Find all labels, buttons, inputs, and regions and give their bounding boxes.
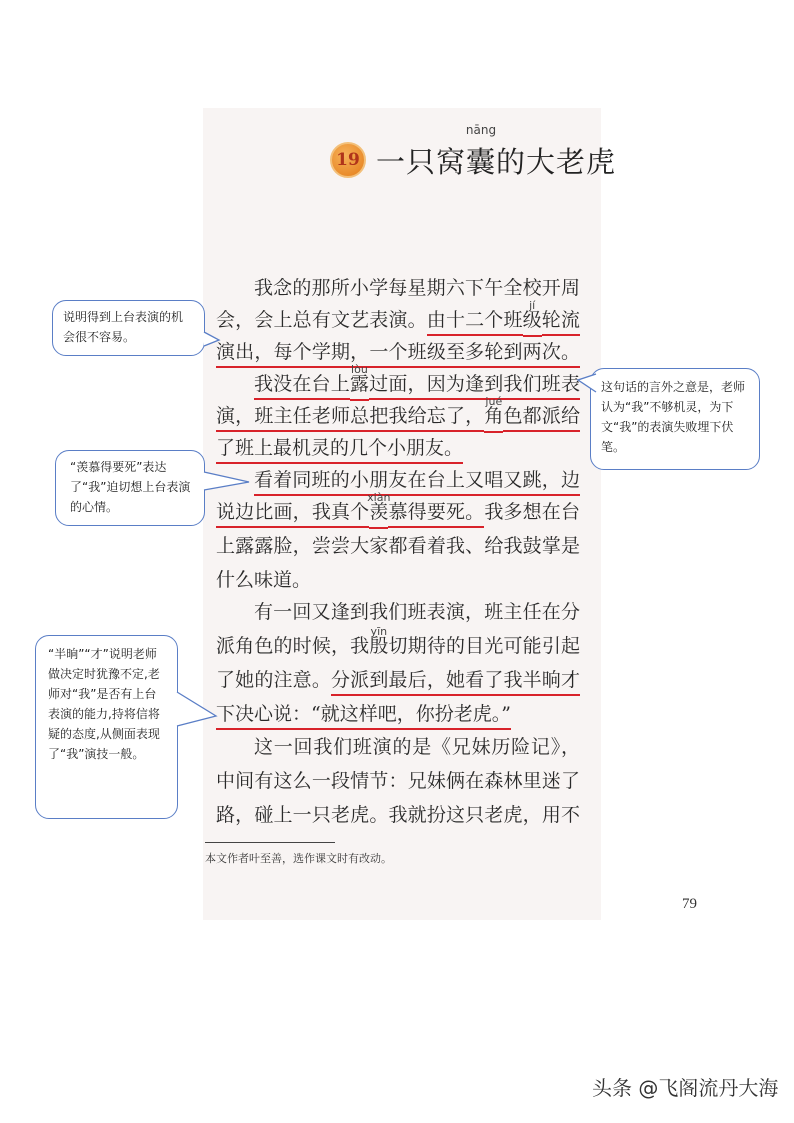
underlined-text: 轮流 bbox=[542, 309, 580, 336]
text-line bbox=[216, 625, 580, 658]
annotation-text: “半晌”“才”说明老师做决定时犹豫不定,老师对“我”是否有上台表演的能力,持将信将疑的态度,从侧面表现了“我”演技一般。 bbox=[48, 647, 160, 761]
underlined-text: 演，班主任老师总把我给忘了， bbox=[216, 405, 484, 432]
text-line bbox=[216, 534, 580, 558]
pinyin: lòu bbox=[351, 363, 368, 376]
ruby-char bbox=[484, 395, 504, 433]
pinyin: nāng bbox=[465, 122, 497, 137]
lesson-header bbox=[330, 122, 617, 182]
underlined-text: 说边比画，我真个 bbox=[216, 501, 369, 528]
annotation-text: 这句话的言外之意是，老师认为“我”不够机灵，为下文“我”的表演失败埋下伏笔。 bbox=[601, 380, 746, 454]
callout-pointer bbox=[575, 372, 597, 398]
text-segment: 这一回我们班演的是《兄妹历险记》， bbox=[254, 736, 580, 758]
text-segment: 上露露脸，尝尝大家都看着我、给我鼓掌是 bbox=[216, 535, 580, 557]
annotation-callout-1 bbox=[52, 300, 205, 356]
callout-pointer bbox=[176, 690, 218, 730]
underlined-text: 演出，每个学期，一个班级至多轮到两次。 bbox=[216, 341, 580, 368]
underlined-text: 看着同班的小朋友在台上又唱又跳，边 bbox=[254, 469, 580, 496]
text-segment: 有一回又逢到我们班表演，班主任在分 bbox=[254, 601, 580, 623]
footnote-divider bbox=[205, 842, 335, 843]
text-line bbox=[216, 769, 580, 793]
ruby-char bbox=[369, 625, 389, 658]
title-part: 的大老虎 bbox=[496, 144, 617, 179]
annotation-callout-2 bbox=[590, 368, 760, 470]
underlined-text: 了班上最机灵的几个小朋友。 bbox=[216, 437, 463, 464]
title-char: 囊 bbox=[466, 144, 497, 179]
pinyin: yīn bbox=[370, 625, 388, 638]
footnote: 本文作者叶至善，选作课文时有改动。 bbox=[205, 852, 392, 865]
text-line bbox=[216, 735, 580, 759]
text-segment: 派角色的时候，我 bbox=[216, 635, 370, 657]
char: 殷 bbox=[369, 635, 389, 657]
underlined-text: 色都派给 bbox=[503, 405, 580, 432]
char: 露 bbox=[349, 373, 369, 395]
text-line bbox=[216, 468, 580, 492]
callout-pointer bbox=[203, 330, 223, 352]
char: 羡 bbox=[369, 501, 389, 523]
ruby-char bbox=[349, 363, 369, 401]
lesson-title bbox=[376, 122, 617, 181]
annotation-text: “羡慕得要死”表达了“我”迫切想上台表演的心情。 bbox=[70, 460, 191, 514]
text-line bbox=[216, 340, 580, 364]
pinyin: jué bbox=[485, 395, 503, 408]
text-segment: 我多想在台 bbox=[484, 501, 580, 523]
title-part: 一只窝 bbox=[376, 144, 467, 179]
annotation-text: 说明得到上台表演的机会很不容易。 bbox=[63, 310, 184, 344]
text-line bbox=[216, 668, 580, 692]
watermark: 头条 @飞阁流丹大海 bbox=[592, 1076, 779, 1100]
text-line bbox=[216, 702, 580, 726]
char: 角 bbox=[484, 405, 504, 427]
underlined-text: 由十二个班 bbox=[427, 309, 523, 336]
text-segment: 路，碰上一只老虎。我就扮这只老虎，用不 bbox=[216, 804, 580, 826]
annotation-callout-4 bbox=[35, 635, 178, 819]
pinyin: jí bbox=[529, 299, 536, 312]
page-number: 79 bbox=[682, 896, 697, 912]
lesson-number-badge: 19 bbox=[330, 142, 366, 178]
annotation-callout-3 bbox=[55, 450, 205, 526]
ruby-char bbox=[367, 491, 391, 529]
ruby-char bbox=[522, 299, 542, 337]
title-ruby-char bbox=[465, 122, 497, 181]
text-line bbox=[216, 276, 580, 300]
underlined-text: 分派到最后，她看了我半晌才 bbox=[331, 669, 580, 696]
text-segment: 中间有这么一段情节：兄妹俩在森林里迷了 bbox=[216, 770, 580, 792]
text-line bbox=[216, 491, 580, 529]
pinyin: xiàn bbox=[367, 491, 391, 504]
text-segment: 切期待的目光可能引起 bbox=[388, 635, 580, 657]
text-line bbox=[216, 363, 580, 401]
text-segment: 我念的那所小学每星期六下午全校开周 bbox=[254, 277, 580, 299]
text-segment: 会，会上总有文艺表演。 bbox=[216, 309, 427, 331]
char: 级 bbox=[522, 309, 542, 331]
underlined-text: 下决心说：“就这样吧，你扮老虎。” bbox=[216, 703, 511, 730]
text-line bbox=[216, 568, 580, 592]
underlined-text: 慕得要死。 bbox=[388, 501, 484, 528]
text-line bbox=[216, 299, 580, 337]
callout-pointer bbox=[203, 470, 253, 494]
underlined-text: 过面，因为逢到我们班表 bbox=[369, 373, 580, 400]
underlined-text: 我没在台上 bbox=[254, 373, 350, 400]
text-segment: 什么味道。 bbox=[216, 569, 312, 591]
text-line bbox=[216, 600, 580, 624]
text-line bbox=[216, 803, 580, 827]
text-segment: 了她的注意。 bbox=[216, 669, 331, 691]
text-line bbox=[216, 436, 580, 460]
text-line bbox=[216, 395, 580, 433]
